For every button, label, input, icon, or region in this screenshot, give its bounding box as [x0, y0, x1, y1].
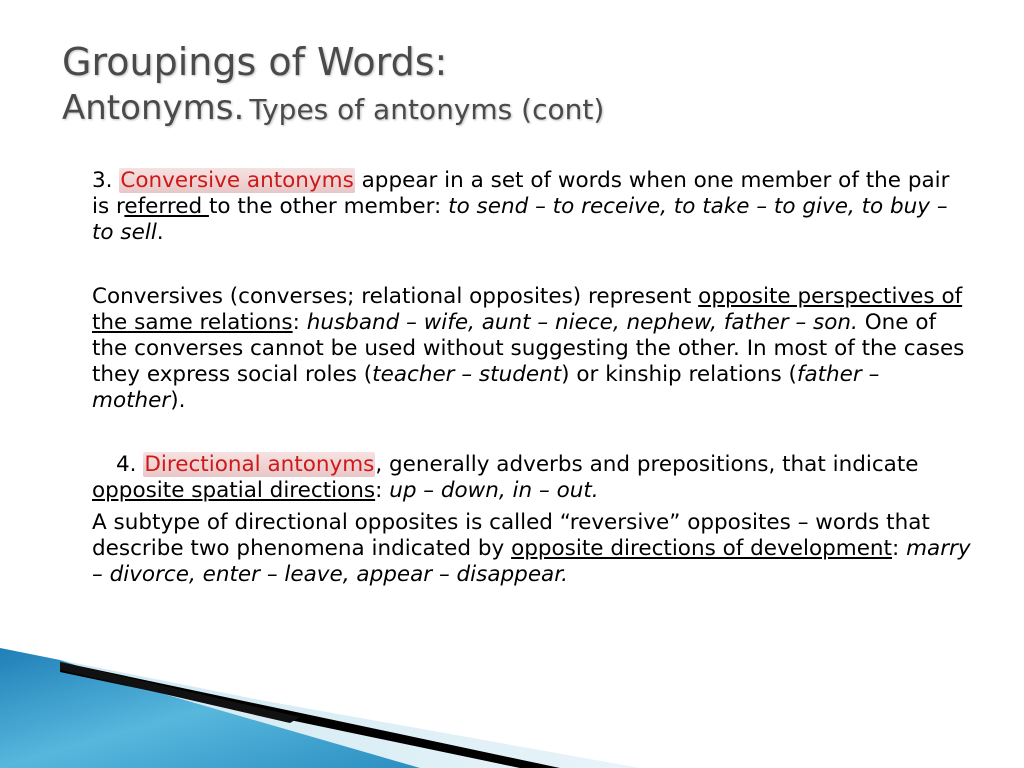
text-run: One of the converses cannot be used without suggesting the other. In most of the cases they express social roles (	[92, 310, 965, 387]
text-run: appear in a set of words when one member of the pair is r	[92, 168, 950, 219]
underlined-text: opposite spatial directions	[92, 478, 376, 503]
paragraph-directional	[92, 452, 972, 504]
text-run: :	[892, 536, 907, 561]
term-highlight: Conversive antonyms	[120, 168, 354, 193]
example-text: up – down, in – out.	[389, 478, 599, 503]
text-run: :	[292, 310, 307, 335]
text-run: Conversives (converses; relational opposites) represent	[92, 284, 699, 309]
title-line-2	[62, 88, 604, 129]
text-run: .	[156, 220, 164, 245]
example-text: teacher – student	[372, 362, 562, 387]
item-number: 4.	[116, 452, 144, 477]
underlined-text: opposite perspectives of the same relations	[92, 284, 963, 335]
text-run: :	[375, 478, 390, 503]
title-line-1: Groupings of Words:	[62, 40, 448, 84]
underlined-text: eferred	[124, 194, 209, 219]
slide-body	[92, 168, 972, 588]
text-run: ).	[170, 388, 186, 413]
paragraph-conversive	[92, 168, 972, 246]
text-run: ) or kinship relations (	[561, 362, 797, 387]
text-run: to the other member:	[208, 194, 449, 219]
example-text: to send – to receive, to take – to give, to buy – to sell	[92, 194, 948, 245]
underlined-text: opposite directions of development	[511, 536, 892, 561]
example-text: husband – wife, aunt – niece, nephew, father – son.	[306, 310, 858, 335]
text-run: , generally adverbs and prepositions, that indicate	[375, 452, 919, 477]
slide-title	[62, 40, 604, 128]
term-highlight: Directional antonyms	[144, 452, 375, 477]
paragraph-reversive	[92, 510, 972, 588]
example-text: father – mother	[92, 362, 880, 413]
example-text: marry – divorce, enter – leave, appear – disappear.	[92, 536, 971, 587]
paragraph-conversives	[92, 284, 972, 414]
item-number: 3.	[92, 168, 120, 193]
text-run: A subtype of directional opposites is called “reversive” opposites – words that describe two phenomena indicated by	[92, 510, 930, 561]
title-sub: Types of antonyms (cont)	[249, 92, 605, 126]
title-main: Antonyms.	[62, 87, 245, 128]
